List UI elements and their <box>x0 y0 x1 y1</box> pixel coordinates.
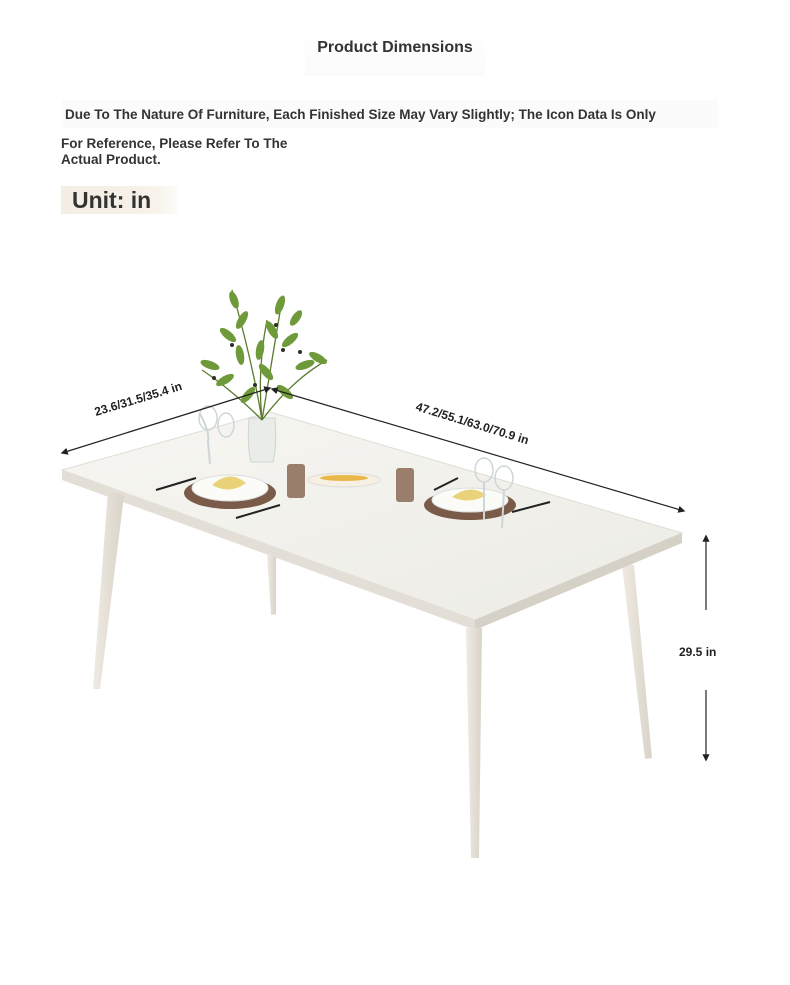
disclaimer-line-1: Due To The Nature Of Furniture, Each Finished Size May Vary Slightly; The Icon Data Is Only <box>62 100 718 128</box>
length-label: 47.2/55.1/63.0/70.9 in <box>414 399 531 448</box>
tabletop <box>62 412 682 630</box>
unit-badge: Unit: in <box>61 186 178 214</box>
page-title: Product Dimensions <box>305 20 485 76</box>
disclaimer-line-2: For Reference, Please Refer To The Actual Product. <box>61 136 288 167</box>
width-label: 23.6/31.5/35.4 in <box>92 378 184 419</box>
height-label: 29.5 in <box>679 645 717 659</box>
height-dimension <box>679 536 716 760</box>
